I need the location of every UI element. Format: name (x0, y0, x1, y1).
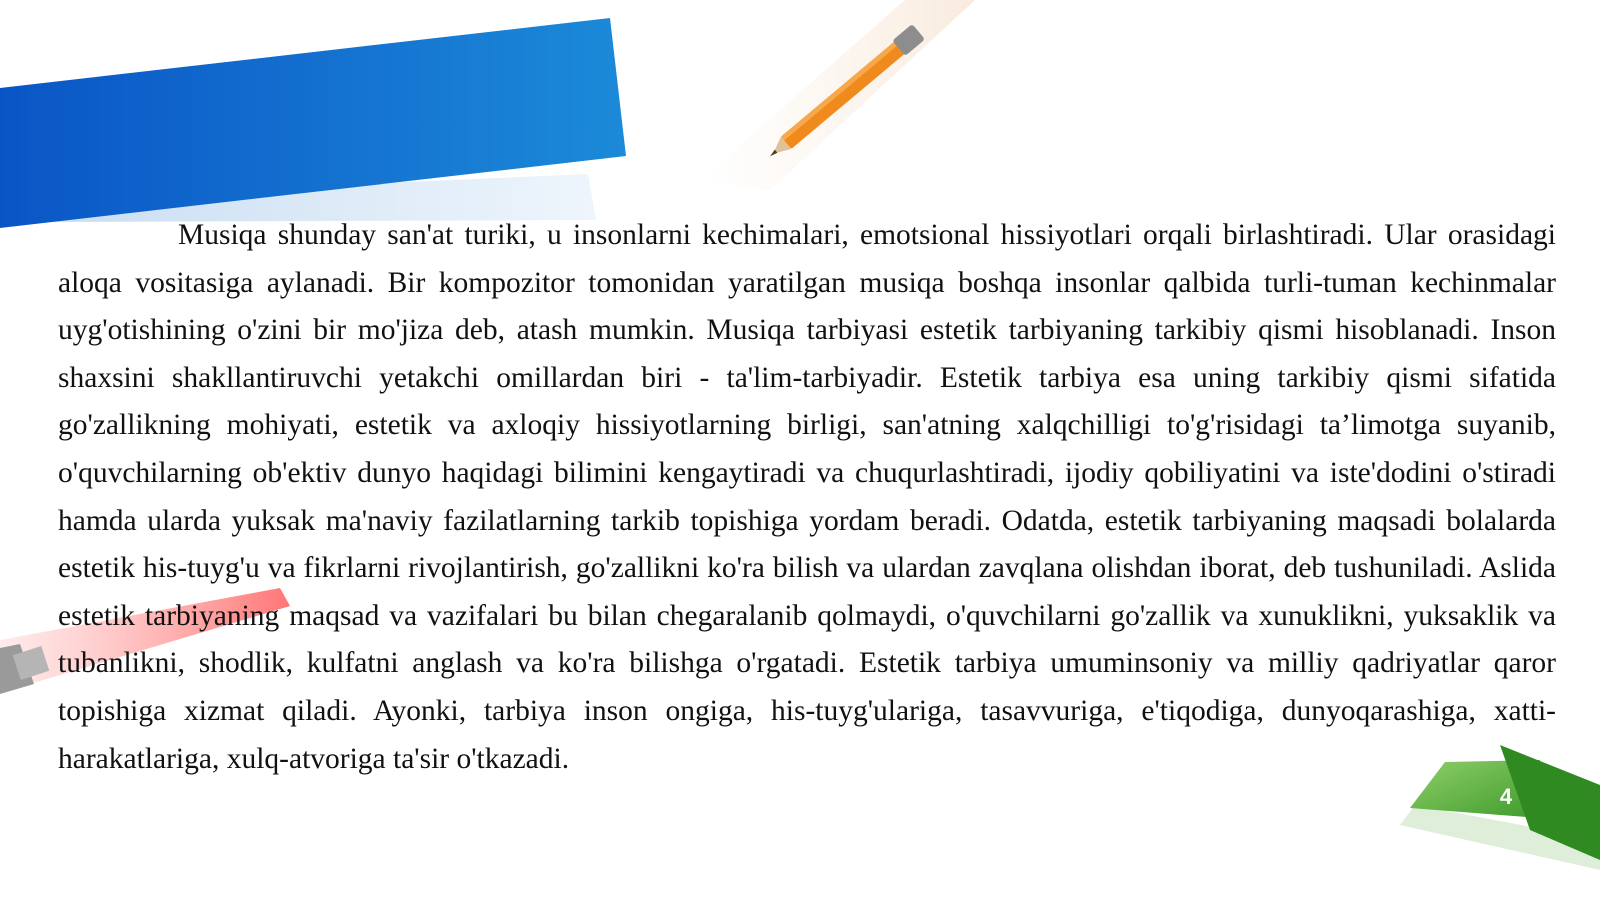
orange-pencil-icon (764, 24, 925, 164)
body-paragraph: Musiqa shunday san'at turiki, u insonlarni kechimalari, emotsional hissiyotlari orqali birlashtiradi. Ular orasidagi aloqa vositasiga aylanadi. Bir kompozitor tomonidan yaratilgan musiqa boshqa insonlar qalbida turli-tuman kechinmalar uyg'otishining o'zini bir mo'jiza deb, atash mumkin. Musiqa tarbiyasi estetik tarbiyaning tarkibiy qismi hisoblanadi. Inson shaxsini shakllantiruvchi yetakchi omillardan biri - ta'lim-tarbiyadir. Estetik tarbiya esa uning tarkibiy qismi sifatida go'zallikning mohiyati, estetik va axloqiy hissiyotlarning birligi, san'atning xalqchilligi to'g'risidagi ta’limotga suyanib, o'quvchilarning ob'ektiv dunyo haqidagi bilimini kengaytiradi va chuqurlashtiradi, ijodiy qobiliyatini va iste'dodini o'stiradi hamda ularda yuksak ma'naviy fazilatlarning tarkib topishiga yordam beradi. Odatda, estetik tarbiyaning maqsadi bolalarda estetik his-tuyg'u va fikrlarni rivojlantirish, go'zallikni ko'ra bilish va ulardan zavqlana olishdan iborat, deb tushuniladi. Aslida estetik tarbiyaning maqsad va vazifalari bu bilan chegaralanib qolmaydi, o'quvchilarni go'zallik va xunuklikni, yuksaklik va tubanlikni, shodlik, kulfatni anglash va ko'ra bilishga o'rgatadi. Estetik tarbiya umuminsoniy va milliy qadriyatlar qaror topishiga xizmat qiladi. Ayonki, tarbiya inson ongiga, his-tuyg'ulariga, tasavvuriga, e'tiqodiga, dunyoqarashiga, xatti-harakatlariga, xulq-atvoriga ta'sir o'tkazadi. (58, 219, 1556, 775)
page-number: 4 (1499, 784, 1513, 809)
